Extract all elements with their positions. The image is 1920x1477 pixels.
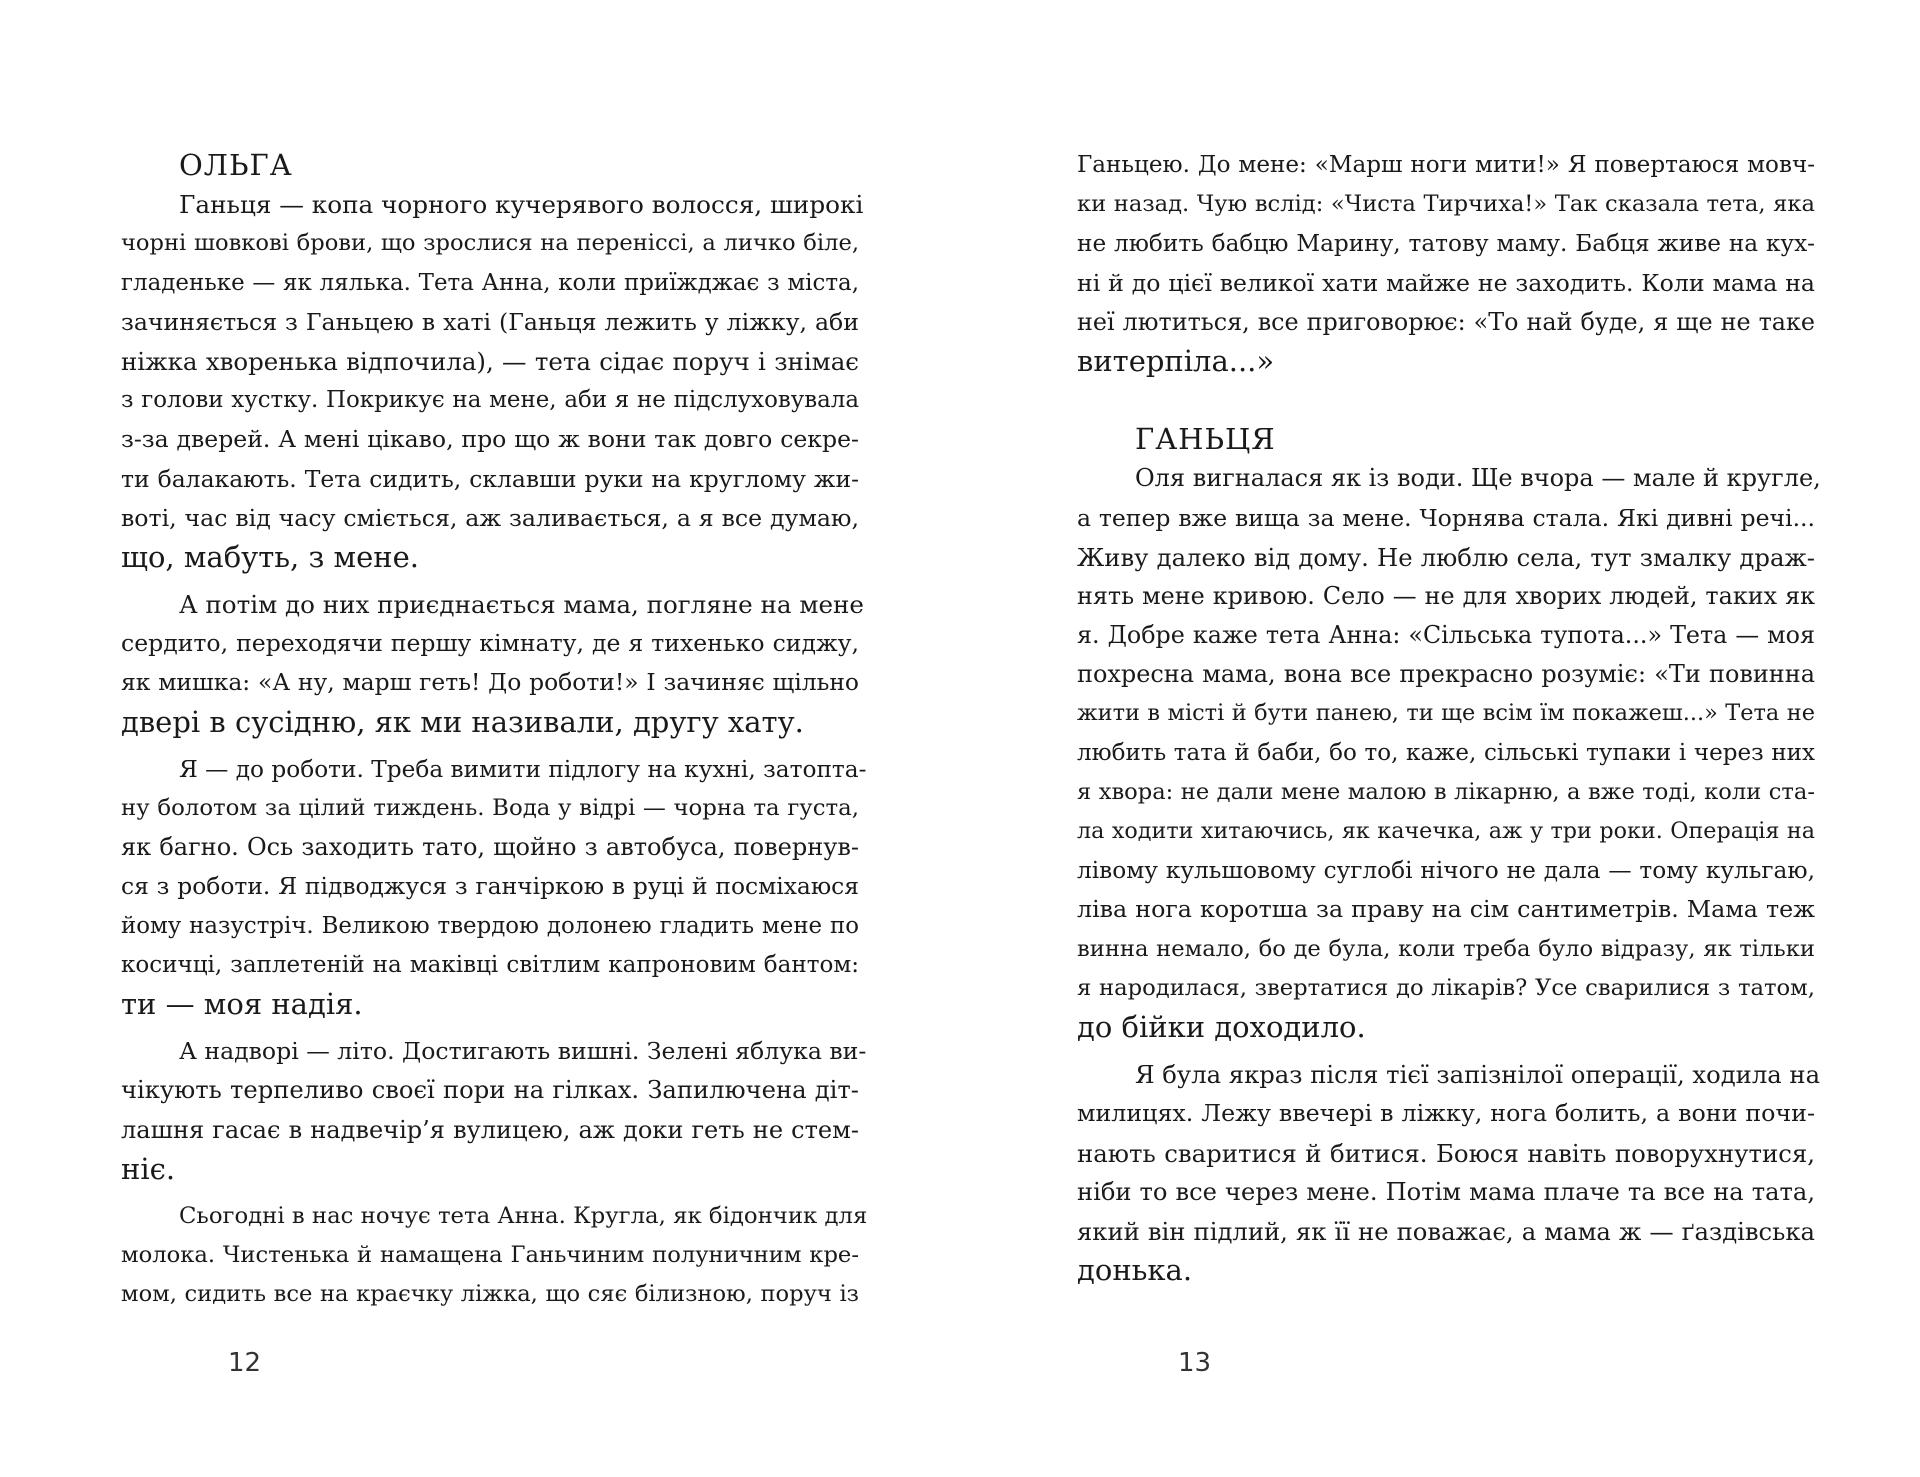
text-line: лашня гасає в надвечір’я вулицею, аж доки геть не стем-	[121, 1115, 859, 1144]
paragraph	[121, 1032, 867, 1189]
text-line: нять мене кривою. Село — не для хворих людей, таких як	[1077, 581, 1815, 610]
text-line: Я була якраз після тієї запізнілої операції, ходила на	[1135, 1060, 1821, 1090]
text-line: ліва нога коротша за праву на сім сантиметрів. Мама теж	[1077, 895, 1815, 924]
text-line: я. Добре каже тета Анна: «Сільська тупота...» Тета — моя	[1077, 621, 1815, 650]
text-line: Оля вигналася як із води. Ще вчора — мале й кругле,	[1135, 464, 1821, 493]
text-line: любить тата й баби, бо то, каже, сільські тупаки і через них	[1077, 739, 1815, 766]
section-heading-hantsia: ГАНЬЦЯ	[1135, 422, 1276, 457]
text-line: ніжка хворенька відпочила), — тета сідає поруч і знімає	[121, 346, 859, 376]
text-line: чорні шовкові брови, що зрослися на переніссі, а личко біле,	[121, 230, 859, 257]
text-line: лівому кульшовому суглобі нічого не дала — тому кульгаю,	[1077, 857, 1815, 885]
text-line: милицях. Лежу ввечері в ліжку, нога болить, а вони почи-	[1077, 1099, 1815, 1128]
text-line: жити в місті й бути панею, ти ще всім їм покажеш...» Тета не	[1077, 700, 1815, 727]
text-line: а тепер вже вища за мене. Чорнява стала. Які дивні речі...	[1077, 503, 1815, 532]
text-line: ніє.	[121, 1151, 176, 1186]
text-line: воті, час від часу сміється, аж заливається, а я все думаю,	[121, 503, 859, 532]
paragraph	[1077, 146, 1815, 381]
text-line: йому назустріч. Великою твердою долонею гладить мене по	[121, 912, 859, 939]
text-line: ки назад. Чую вслід: «Чиста Тирчиха!» Так сказала тета, яка	[1077, 191, 1815, 218]
text-line: нають сваритися й битися. Боюся навіть поворухнутися,	[1077, 1138, 1815, 1168]
text-line: витерпіла...»	[1077, 343, 1275, 378]
text-line: я народилася, звертатися до лікарів? Усе сварилися з татом,	[1077, 974, 1815, 1001]
text-line: я хвора: не дали мене малою в лікарню, а вже тоді, коли ста-	[1077, 778, 1815, 805]
text-line: який він підлий, як її не поважає, а мама ж — ґаздівська	[1077, 1216, 1815, 1246]
text-line: неї лютиться, все приговорює: «То най буде, я ще не таке	[1077, 307, 1815, 336]
text-line: до бійки доходило.	[1077, 1009, 1366, 1044]
paragraph	[121, 750, 867, 1024]
text-line: що, мабуть, з мене.	[121, 539, 419, 574]
text-line: Ганьця — копа чорного кучерявого волосся, широкі	[179, 190, 864, 220]
right-page-text	[1077, 146, 1821, 1290]
text-line: Сьогодні в нас ночує тета Анна. Кругла, як бідончик для	[179, 1202, 868, 1229]
text-line: винна немало, бо де була, коли треба було відразу, як тільки	[1077, 935, 1815, 962]
text-line: двері в сусідню, як ми називали, другу хату.	[121, 704, 804, 739]
text-line: молока. Чистенька й намащена Ганьчиним полуничним кре-	[121, 1242, 859, 1269]
text-line: Я — до роботи. Треба вимити підлогу на кухні, затопта-	[179, 755, 867, 783]
text-line: Ганьцею. До мене: «Марш ноги мити!» Я повертаюся мовч-	[1077, 152, 1815, 178]
text-line: зачиняється з Ганьцею в хаті (Ганьця лежить у ліжку, аби	[121, 307, 859, 336]
text-line: похресна мама, вона все прекрасно розуміє: «Ти повинна	[1077, 660, 1815, 689]
right-page	[960, 0, 1920, 1477]
text-line: гладеньке — як лялька. Тета Анна, коли приїжджає з міста,	[121, 269, 859, 296]
text-line: не любить бабцю Марину, татову маму. Бабця живе на кух-	[1077, 230, 1815, 258]
text-line: А надворі — літо. Достигають вишні. Зелені яблука ви-	[179, 1037, 867, 1066]
text-line: ти — моя надія.	[121, 986, 363, 1021]
left-page-text	[121, 146, 868, 1314]
text-line: косичці, заплетеній на маківці світлим капроновим бантом:	[121, 951, 859, 978]
text-line: з-за дверей. А мені цікаво, про що ж вони так довго секре-	[121, 425, 859, 454]
text-line: сердито, переходячи першу кімнату, де я тихенько сиджу,	[121, 629, 859, 658]
text-line: ти балакають. Тета сидить, склавши руки на круглому жи-	[121, 464, 859, 493]
text-line: з голови хустку. Покрикує на мене, аби я не підслуховувала	[121, 387, 859, 414]
paragraph	[1077, 1055, 1821, 1290]
text-line: ніби то все через мене. Потім мама плаче та все на тата,	[1077, 1177, 1815, 1206]
paragraph	[1077, 459, 1821, 1047]
paragraph	[121, 585, 864, 742]
text-line: ні й до цієї великої хати майже не заходить. Коли мама на	[1077, 268, 1815, 297]
text-line: мом, сидить все на краєчку ліжка, що сяє білизною, поруч із	[121, 1281, 859, 1308]
text-line: ну болотом за цілий тиждень. Вода у відрі — чорна та густа,	[121, 795, 859, 821]
page-number: 12	[228, 1348, 262, 1378]
text-line: донька.	[1077, 1253, 1193, 1288]
page-number: 13	[1178, 1348, 1212, 1378]
text-line: чікують терпеливо своєї пори на гілках. Запилючена діт-	[121, 1076, 859, 1105]
text-line: А потім до них приєднається мама, погляне на мене	[179, 590, 864, 620]
text-line: як мишка: «А ну, марш геть! До роботи!» І зачиняє щільно	[121, 668, 859, 697]
section-heading-olga: ОЛЬГА	[179, 148, 293, 182]
paragraph	[121, 185, 864, 577]
text-line: ла ходити хитаючись, як качечка, аж у три роки. Операція на	[1077, 818, 1815, 844]
text-line: як багно. Ось заходить тато, щойно з автобуса, повернув-	[121, 833, 859, 862]
text-line: Живу далеко від дому. Не люблю села, тут змалку драж-	[1077, 542, 1815, 572]
paragraph	[121, 1197, 868, 1315]
text-line: ся з роботи. Я підводжуся з ганчіркою в руці й посміхаюся	[121, 872, 859, 901]
